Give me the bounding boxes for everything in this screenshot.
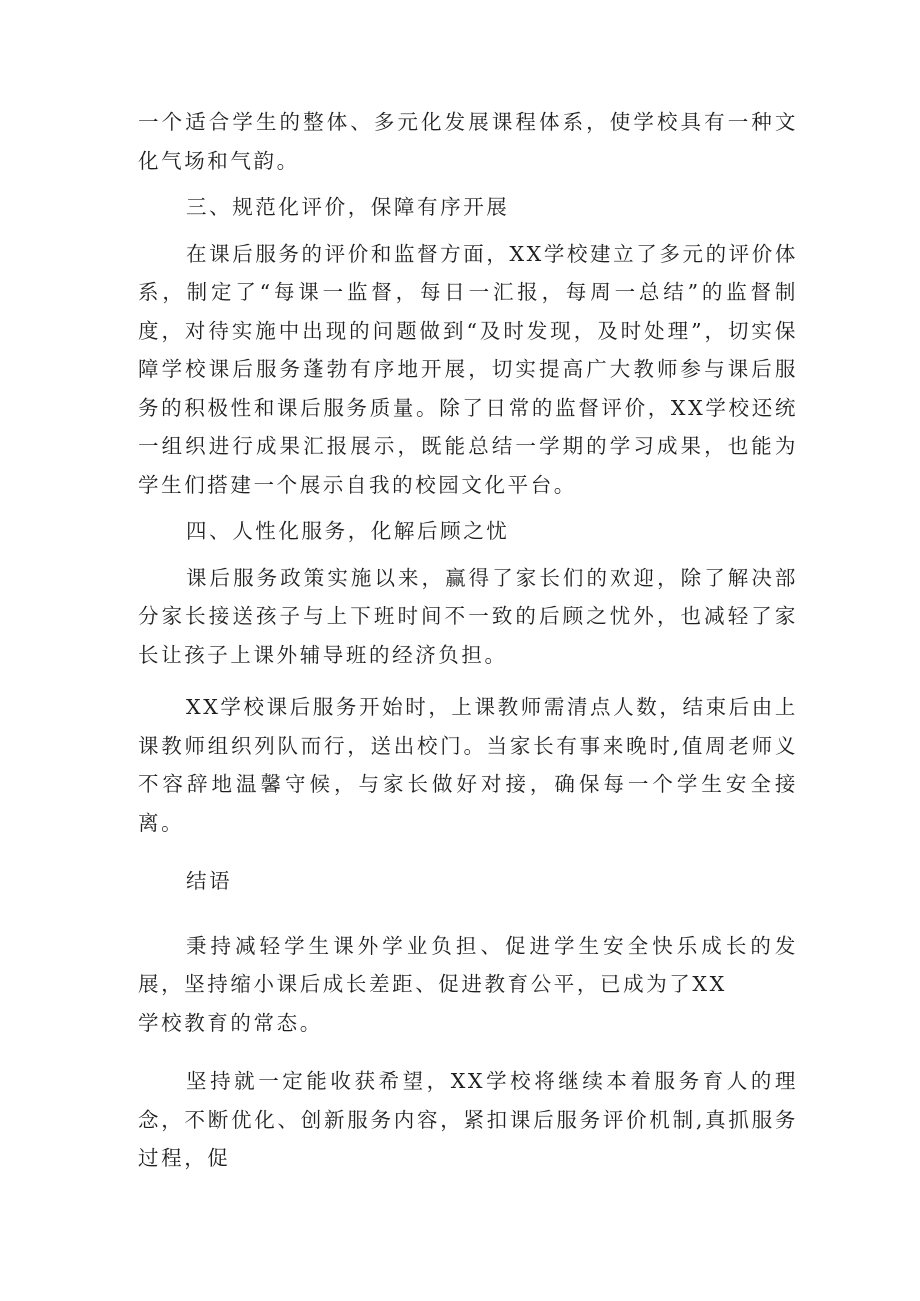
section-heading-4: 四、人性化服务，化解后顾之忧 [186,519,510,543]
paragraph-pickup: XX学校课后服务开始时，上课教师需清点人数，结束后由上课教师组织列队而行，送出校门。当家长有事来晚时,值周老师义不容辞地温馨守候，与家长做好对接，确保每一个学生安全接离。 [138,695,798,835]
paragraph-continued: 一个适合学生的整体、多元化发展课程体系，使学校具有一种文化气场和气韵。 [138,110,798,173]
paragraph-evaluation: 在课后服务的评价和监督方面，XX学校建立了多元的评价体系，制定了“每课一监督，每日一汇报，每周一总结”的监督制度，对待实施中出现的问题做到“及时发现，及时处理”，切实保障学校课后服务蓬勃有序地开展，切实提高广大教师参与课后服务的积极性和课后服务质量。除了日常的监督评价，XX学校还统一组织进行成果汇报展示，既能总结一学期的学习成果，也能为学生们搭建一个展示自我的校园文化平台。 [138,241,798,497]
paragraph-conclusion-continued: 学校教育的常态。 [138,1010,323,1035]
section-heading-3: 三、规范化评价，保障有序开展 [186,195,510,219]
paragraph-final: 坚持就一定能收获希望，XX学校将继续本着服务育人的理念，不断优化、创新服务内容，紧扣课后服务评价机制,真抓服务过程，促 [138,1069,798,1170]
paragraph-conclusion: 秉持减轻学生课外学业负担、促进学生安全快乐成长的发展，坚持缩小课后成长差距、促进教育公平，已成为了XX [138,933,798,996]
section-heading-conclusion: 结语 [186,869,233,893]
document-body [138,103,798,1178]
paragraph-welcome: 课后服务政策实施以来，赢得了家长们的欢迎，除了解决部分家长接送孩子与上下班时间不一致的后顾之忧外，也减轻了家长让孩子上课外辅导班的经济负担。 [138,565,798,667]
